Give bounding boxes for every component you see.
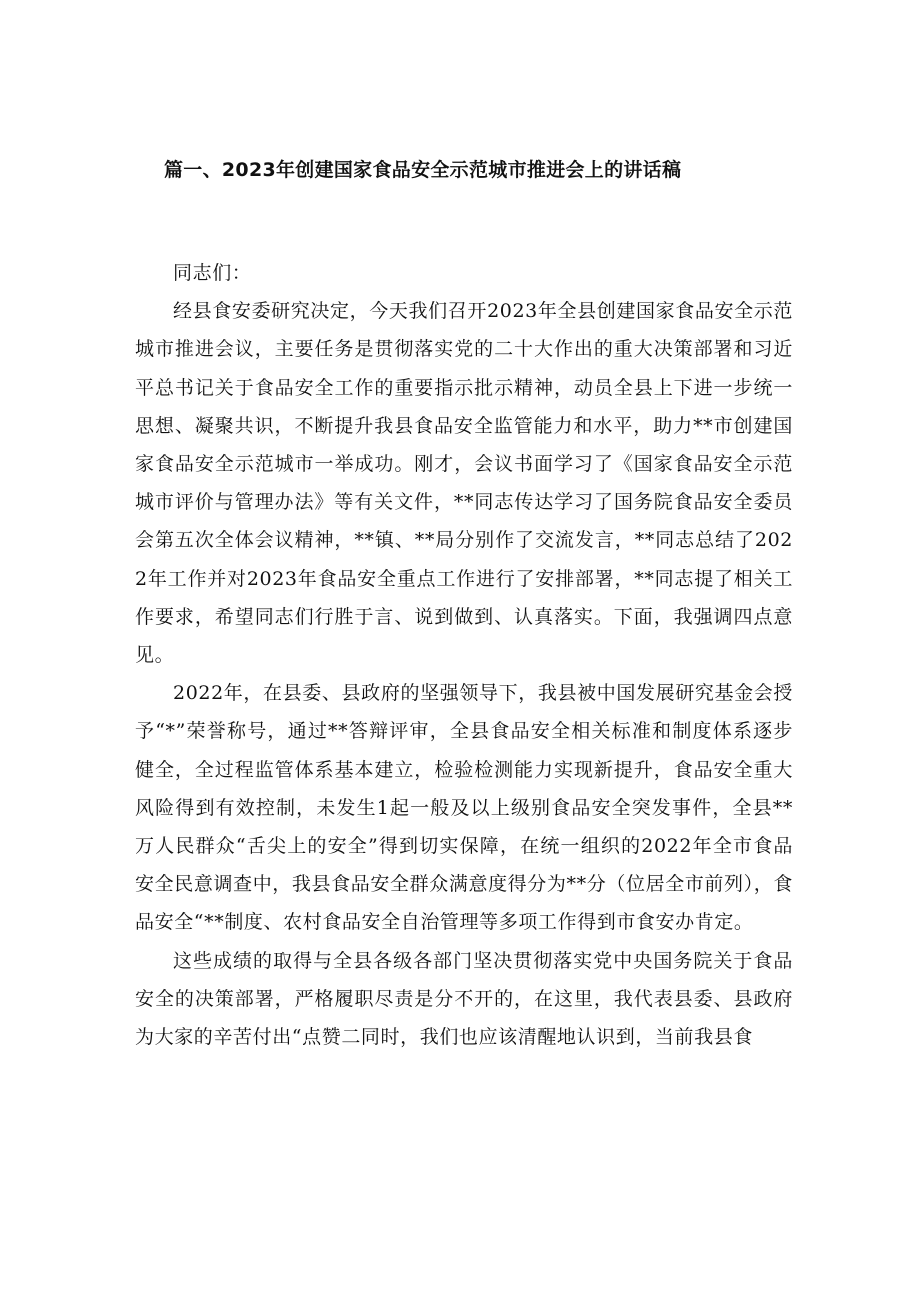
body-paragraph: 经县食安委研究决定，今天我们召开2023年全县创建国家食品安全示范城市推进会议，主要任务是贯彻落实党的二十大作出的重大决策部署和习近平总书记关于食品安全工作的重要指示批示精神，动员全县上下进一步统一思想、凝聚共识，不断提升我县食品安全监管能力和水平，助力**市创建国家食品安全示范城市一举成功。刚才，会议书面学习了《国家食品安全示范城市评价与管理办法》等有关文件，**同志传达学习了国务院食品安全委员会第五次全体会议精神，**镇、**局分别作了交流发言，**同志总结了2022年工作并对2023年食品安全重点工作进行了安排部署，**同志提了相关工作要求，希望同志们行胜于言、说到做到、认真落实。下面，我强调四点意见。 xyxy=(135,300,793,667)
body-paragraph: 这些成绩的取得与全县各级各部门坚决贯彻落实党中央国务院关于食品安全的决策部署，严格履职尽责是分不开的，在这里，我代表县委、县政府为大家的辛苦付出“点赞二同时，我们也应该清醒地认识到，当前我县食 xyxy=(135,949,793,1049)
salutation-paragraph: 同志们： xyxy=(173,262,252,284)
document-body xyxy=(135,254,793,1056)
body-paragraph: 2022年，在县委、县政府的坚强领导下，我县被中国发展研究基金会授予“*”荣誉称号，通过**答辩评审，全县食品安全相关标准和制度体系逐步健全，全过程监管体系基本建立，检验检测能力实现新提升，食品安全重大风险得到有效控制，未发生1起一般及以上级别食品安全突发事件，全县**万人民群众“舌尖上的安全”得到切实保障，在统一组织的2022年全市食品安全民意调查中，我县食品安全群众满意度得分为**分（位居全市前列），食品安全“**制度、农村食品安全自治管理等多项工作得到市食安办肯定。 xyxy=(135,682,793,934)
document-title: 篇一、2023年创建国家食品安全示范城市推进会上的讲话稿 xyxy=(164,159,682,181)
